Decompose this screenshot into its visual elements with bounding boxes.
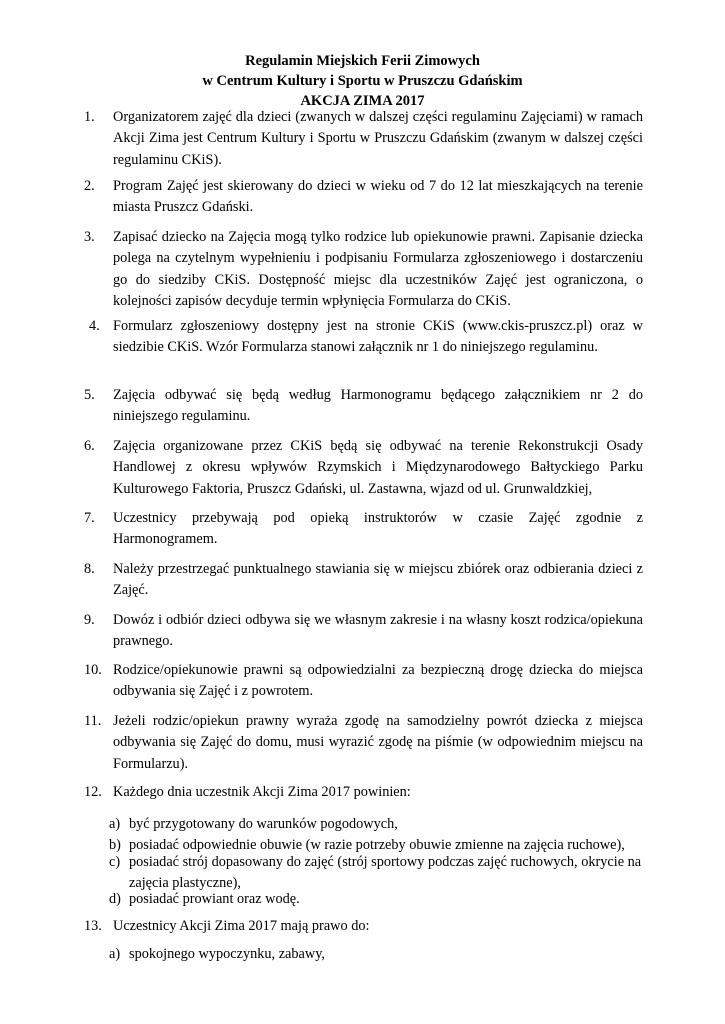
item-number: 8. [84, 561, 95, 577]
item-text: Uczestnicy Akcji Zima 2017 mają prawo do: [113, 918, 370, 934]
item-number: 5. [84, 387, 95, 403]
sub-item-text: posiadać strój dopasowany do zajęć (strój sportowy podczas zajęć ruchowych, okrycie na zajęcia plastyczne), [129, 854, 642, 892]
sub-item-letter: a) [109, 816, 121, 832]
item-text: Rodzice/opiekunowie prawni są odpowiedzialni za bezpieczną drogę dziecka do miejsca odbywania się Zajęć i z powrotem. [113, 662, 643, 700]
item-text: Każdego dnia uczestnik Akcji Zima 2017 powinien: [113, 784, 411, 800]
item-text: Jeżeli rodzic/opiekun prawny wyraża zgodę na samodzielny powrót dziecka z miejsca odbywania się Zajęć do domu, musi wyrazić zgodę na piśmie (w odpowiednim miejscu na Formularzu). [113, 713, 643, 772]
item-number: 9. [84, 612, 95, 628]
item-number: 11. [84, 713, 102, 729]
item-text: Należy przestrzegać punktualnego stawiania się w miejscu zbiórek oraz odbierania dzieci z Zajęć. [113, 561, 643, 599]
item-number: 6. [84, 438, 95, 454]
item-number: 12. [84, 784, 102, 800]
sub-item-letter: d) [109, 891, 121, 907]
item-number: 4. [89, 318, 100, 334]
item-text: Program Zajęć jest skierowany do dzieci w wieku od 7 do 12 lat mieszkających na terenie miasta Pruszcz Gdański. [113, 178, 643, 216]
sub-item-letter: b) [109, 837, 121, 853]
sub-item-text: posiadać prowiant oraz wodę. [129, 891, 300, 907]
item-text: Uczestnicy przebywają pod opieką instruktorów w czasie Zajęć zgodnie z Harmonogramem. [113, 510, 643, 548]
item-text: Zapisać dziecko na Zajęcia mogą tylko rodzice lub opiekunowie prawni. Zapisanie dziecka polega na czytelnym wypełnieniu i podpisaniu Formularza zgłoszeniowego i dostarczeniu go do siedziby CKiS. Dostępność miejsc dla uczestników Zajęć jest ograniczona, o kolejności zapisów decyduje termin wpłynięcia Formularza do CKiS. [113, 229, 643, 310]
sub-item-text: posiadać odpowiednie obuwie (w razie potrzeby obuwie zmienne na zajęcia ruchowe), [129, 837, 625, 853]
document-title [0, 51, 725, 111]
sub-item-letter: a) [109, 946, 121, 962]
item-text: Formularz zgłoszeniowy dostępny jest na stronie CKiS (www.ckis-pruszcz.pl) oraz w siedzibie CKiS. Wzór Formularza stanowi załącznik nr 1 do niniejszego regulaminu. [113, 318, 643, 356]
item-text: Dowóz i odbiór dzieci odbywa się we własnym zakresie i na własny koszt rodzica/opiekuna prawnego. [113, 612, 643, 650]
sub-item-text: spokojnego wypoczynku, zabawy, [129, 946, 326, 962]
item-number: 7. [84, 510, 95, 526]
item-text: Zajęcia odbywać się będą według Harmonogramu będącego załącznikiem nr 2 do niniejszego regulaminu. [113, 387, 643, 425]
item-text: Zajęcia organizowane przez CKiS będą się odbywać na terenie Rekonstrukcji Osady Handlowej z okresu wpływów Rzymskich i Międzynarodowego Bałtyckiego Parku Kulturowego Faktoria, Pruszcz Gdański, ul. Zastawna, wjazd od ul. Grunwaldzkiej, [113, 438, 643, 497]
item-number: 10. [84, 662, 102, 678]
sub-item-text: być przygotowany do warunków pogodowych, [129, 816, 398, 832]
sub-item-letter: c) [109, 854, 121, 870]
item-number: 13. [84, 918, 102, 934]
title-line-2: w Centrum Kultury i Sportu w Pruszczu Gdańskim [202, 73, 523, 89]
item-number: 2. [84, 178, 95, 194]
item-number: 3. [84, 229, 95, 245]
title-line-1: Regulamin Miejskich Ferii Zimowych [245, 53, 480, 69]
title-line-3: AKCJA ZIMA 2017 [300, 93, 425, 109]
item-text: Organizatorem zajęć dla dzieci (zwanych w dalszej części regulaminu Zajęciami) w ramach Akcji Zima jest Centrum Kultury i Sportu w Pruszczu Gdańskim (zwanym w dalszej części regulaminu CKiS). [113, 109, 643, 168]
item-number: 1. [84, 109, 95, 125]
